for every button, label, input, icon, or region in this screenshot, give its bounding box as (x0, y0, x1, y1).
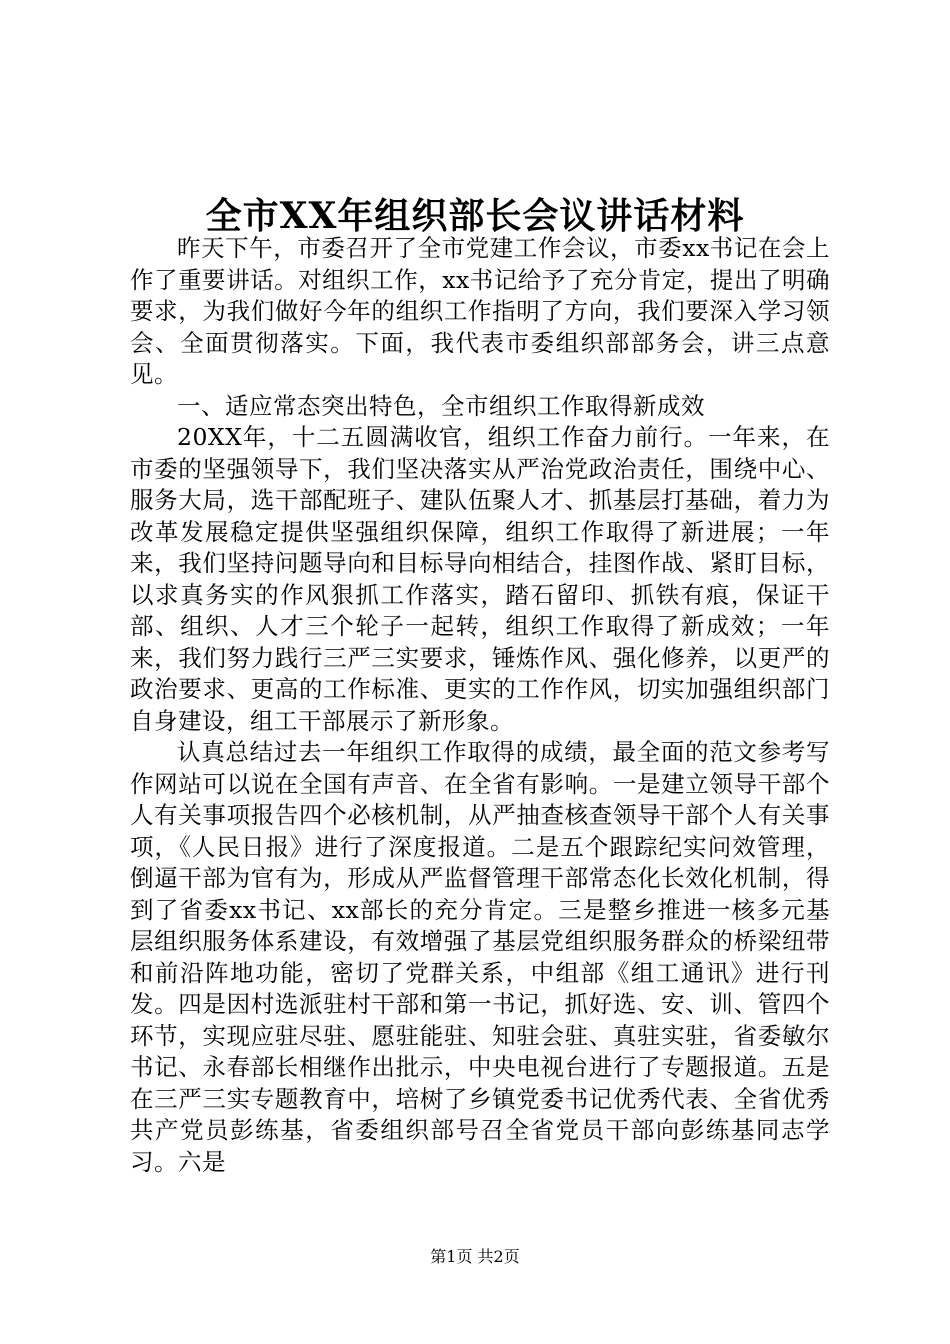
paragraph-summary: 认真总结过去一年组织工作取得的成绩，最全面的范文参考写作网站可以说在全国有声音、在全省有影响。一是建立领导干部个人有关事项报告四个必核机制，从严抽查核查领导干部个人有关事项，《人民日报》进行了深度报道。二是五个跟踪纪实问效管理，倒逼干部为官有为，形成从严监督管理干部常态化长效化机制，得到了省委xx书记、xx部长的充分肯定。三是整乡推进一核多元基层组织服务体系建设，有效增强了基层党组织服务群众的桥梁纽带和前沿阵地功能，密切了党群关系，中组部《组工通讯》进行刊发。四是因村选派驻村干部和第一书记，抓好选、安、训、管四个环节，实现应驻尽驻、愿驻能驻、知驻会驻、真驻实驻，省委敏尔书记、永春部长相继作出批示，中央电视台进行了专题报道。五是在三严三实专题教育中，培树了乡镇党委书记优秀代表、全省优秀共产党员彭练基，省委组织部号召全省党员干部向彭练基同志学习。六是 (130, 738, 830, 1176)
document-body (130, 233, 830, 1178)
paragraph-intro: 昨天下午，市委召开了全市党建工作会议，市委xx书记在会上作了重要讲话。对组织工作，xx书记给予了充分肯定，提出了明确要求，为我们做好今年的组织工作指明了方向，我们要深入学习领会、全面贯彻落实。下面，我代表市委组织部部务会，讲三点意见。 (130, 234, 830, 388)
document-title: 全市XX年组织部长会议讲话材料 (205, 195, 745, 237)
paragraph-achievements: 20XX年，十二五圆满收官，组织工作奋力前行。一年来，在市委的坚强领导下，我们坚决落实从严治党政治责任，围绕中心、服务大局，选干部配班子、建队伍聚人才、抓基层打基础，着力为改革发展稳定提供坚强组织保障，组织工作取得了新进展；一年来，我们坚持问题导向和目标导向相结合，挂图作战、紧盯目标，以求真务实的作风狠抓工作落实，踏石留印、抓铁有痕，保证干部、组织、人才三个轮子一起转，组织工作取得了新成效；一年来，我们努力践行三严三实要求，锤炼作风、强化修养，以更严的政治要求、更高的工作标准、更实的工作作风，切实加强组织部门自身建设，组工干部展示了新形象。 (130, 423, 830, 735)
section-heading-1: 一、适应常态突出特色，全市组织工作取得新成效 (177, 391, 705, 420)
page-number-footer: 第1页 共2页 (430, 1247, 520, 1266)
